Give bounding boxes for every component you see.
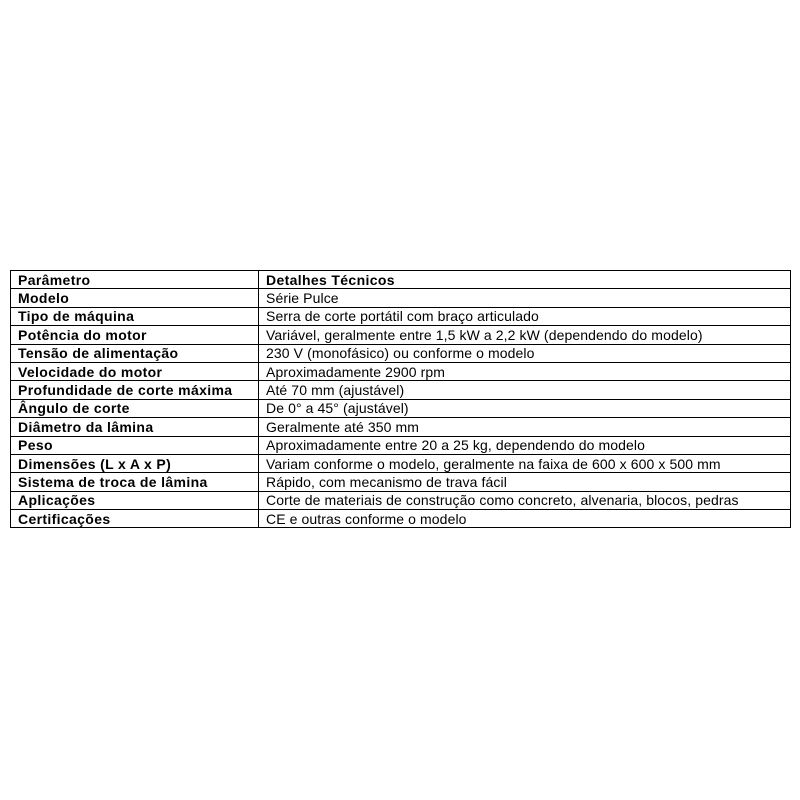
table-header	[11, 271, 791, 289]
table-row	[11, 436, 791, 454]
parameter-cell: Tipo de máquina	[11, 307, 259, 325]
parameter-cell: Velocidade do motor	[11, 362, 259, 380]
table-row	[11, 381, 791, 399]
details-cell: Até 70 mm (ajustável)	[259, 381, 791, 399]
details-cell: Aproximadamente entre 20 a 25 kg, dependendo do modelo	[259, 436, 791, 454]
details-cell: Variam conforme o modelo, geralmente na faixa de 600 x 600 x 500 mm	[259, 454, 791, 472]
header-row	[11, 271, 791, 289]
table-row	[11, 307, 791, 325]
table-row	[11, 454, 791, 472]
parameter-cell: Certificações	[11, 510, 259, 528]
table-body	[11, 289, 791, 528]
details-cell: CE e outras conforme o modelo	[259, 510, 791, 528]
details-cell: Corte de materiais de construção como concreto, alvenaria, blocos, pedras	[259, 491, 791, 509]
table-row	[11, 510, 791, 528]
parameter-cell: Dimensões (L x A x P)	[11, 454, 259, 472]
table-row	[11, 418, 791, 436]
table-row	[11, 362, 791, 380]
parameter-cell: Tensão de alimentação	[11, 344, 259, 362]
parameter-cell: Potência do motor	[11, 326, 259, 344]
details-cell: Geralmente até 350 mm	[259, 418, 791, 436]
table-row	[11, 491, 791, 509]
parameter-cell: Modelo	[11, 289, 259, 307]
details-cell: Variável, geralmente entre 1,5 kW a 2,2 kW (dependendo do modelo)	[259, 326, 791, 344]
details-cell: Serra de corte portátil com braço articulado	[259, 307, 791, 325]
details-cell: Série Pulce	[259, 289, 791, 307]
details-cell: 230 V (monofásico) ou conforme o modelo	[259, 344, 791, 362]
table-row	[11, 344, 791, 362]
details-cell: De 0° a 45° (ajustável)	[259, 399, 791, 417]
spec-table	[10, 270, 791, 528]
table-row	[11, 399, 791, 417]
table-row	[11, 473, 791, 491]
table-row	[11, 289, 791, 307]
parameter-cell: Ângulo de corte	[11, 399, 259, 417]
parameter-cell: Profundidade de corte máxima	[11, 381, 259, 399]
parameter-cell: Diâmetro da lâmina	[11, 418, 259, 436]
details-cell: Aproximadamente 2900 rpm	[259, 362, 791, 380]
details-cell: Rápido, com mecanismo de trava fácil	[259, 473, 791, 491]
table-row	[11, 326, 791, 344]
parameter-cell: Aplicações	[11, 491, 259, 509]
column-header-parameter: Parâmetro	[11, 271, 259, 289]
column-header-details: Detalhes Técnicos	[259, 271, 791, 289]
parameter-cell: Peso	[11, 436, 259, 454]
parameter-cell: Sistema de troca de lâmina	[11, 473, 259, 491]
